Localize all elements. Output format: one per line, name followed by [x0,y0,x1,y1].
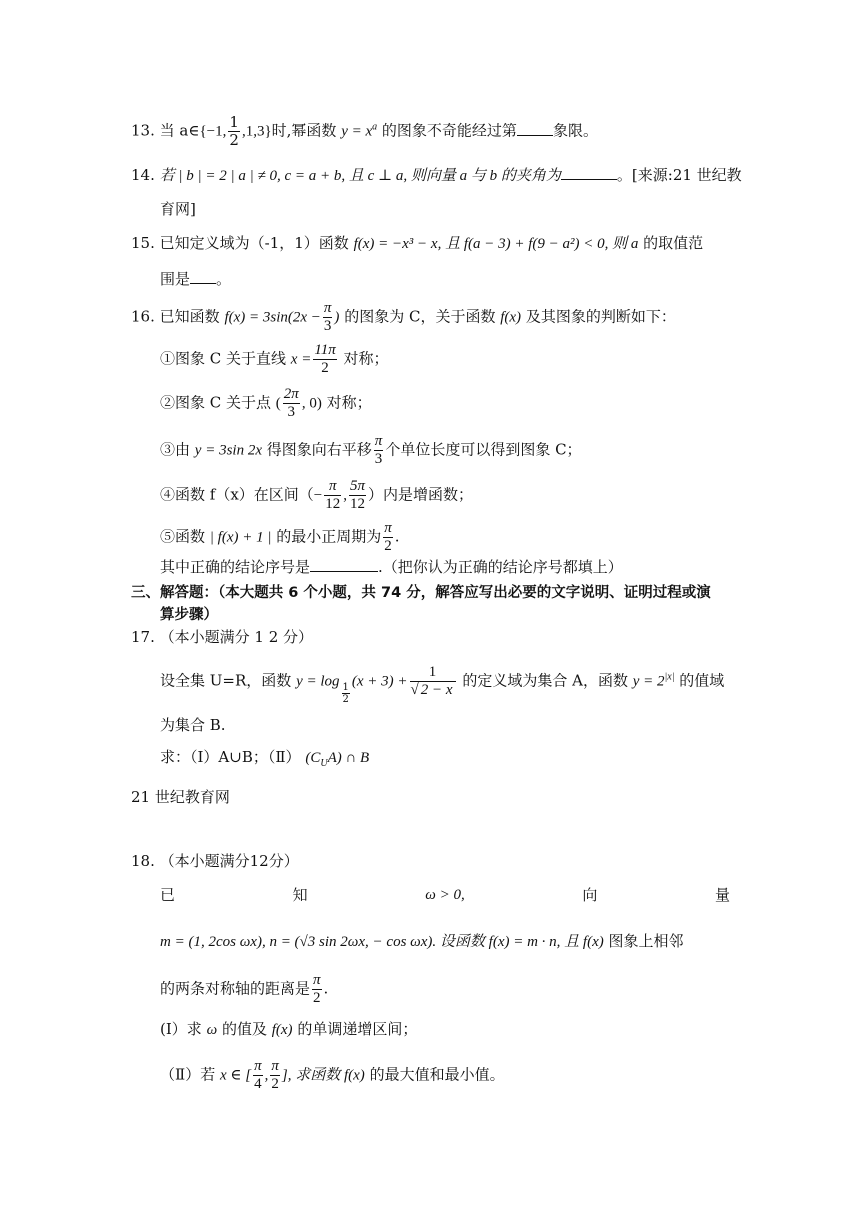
math: f(x) [500,309,522,326]
math: {−1, [199,123,227,140]
fraction: $\frac{\pi}{2}$ [313,972,321,1006]
math: y = x [341,123,373,140]
math: f(x) = −x³ − x, 且 f(a − 3) + f(9 − a²) < 0, 则 a [353,236,639,252]
problem-15 [131,232,703,255]
score: （本小题满分12分） [159,852,299,870]
problem-15-line2 [160,268,231,290]
text: 已知定义域为（-1，1）函数 [159,234,349,252]
math: ,1,3} [241,123,272,140]
problem-16-item-5: ⑤函数 | f(x) + 1 | 的最小正周期为 $\frac{\pi}{2}$ . [160,520,400,554]
problem-18-line1: 已 知 ω > 0, 向 量 [160,886,730,904]
problem-18-line2: m = (1, 2cos ωx), n = (√3 sin 2ωx, − cos ωx). 设函数 f(x) = m · n, 且 f(x) 图象上相邻 [160,932,684,950]
problem-17-line1: 设全集 U=R，函数 y = log $\frac{1}{2}$ (x + 3) + $\frac{1}{√ 2 - x}$ 的定义域为集合 A，函数 $y = 2^{|x|}$ 的值域 [160,664,725,705]
math: f(x) = 3sin(2x − [224,309,321,326]
text: 已知函数 [159,307,220,326]
problem-16-item-3: ③由 y = 3sin 2x 得图象向右平移 $\frac{\pi}{3}$ 个单位长度可以得到图象 C； [160,433,582,467]
problem-17-line2: 为集合 B. [160,716,226,734]
source-note: 21 世纪教育网 [131,788,230,806]
text: 围是 [160,270,191,288]
problem-16-item-2: ②图象 C 关于点 ( $\frac{2\pi}{3}$ , 0) 对称； [160,386,372,420]
math: 若 | b | = 2 | a | ≠ 0, c = a + b, 且 c ⊥ a, 则向量 a 与 b 的夹角为 [159,168,561,184]
text: 及其图象的判断如下： [525,307,676,326]
fraction: $\frac{1}{2}$ [229,113,239,149]
fraction: $\frac{\pi}{4}$ [254,1058,262,1092]
problem-17-header [131,626,313,648]
text: 的图象不奇能经过第 [381,121,517,140]
text: 。[来源:21 世纪教 [616,166,742,184]
problem-number: 17. [131,628,155,646]
fraction: $\frac{\pi}{2}$ [384,520,392,554]
answer-blank [190,269,216,284]
answer-blank [561,165,617,180]
problem-18-header [131,850,299,872]
fraction: $\frac{\pi}{3}$ [374,433,383,467]
fraction: $\frac{2\pi}{3}$ [283,386,299,420]
problem-number: 16. [131,307,155,326]
fraction: $\frac{\pi}{3}$ [323,300,332,334]
problem-14-line2: 育网] [160,200,196,218]
fraction: $\frac{5\pi}{12}$ [350,478,366,512]
text: 象限。 [552,121,598,140]
problem-17-line3: 求：（I）A∪B；（Ⅱ） $(C_UA)$ ∩ B [160,748,370,769]
log-base: $\frac{1}{2}$ [342,681,349,705]
problem-16-item-1: ①图象 C 关于直线 x = $\frac{11\pi}{2}$ 对称； [160,342,389,376]
problem-16-item-4: ④函数 f（x）在区间（− $\frac{\pi}{12}$ , $\frac{5\pi}{12}$ ）内是增函数； [160,478,474,512]
problem-number: 14. [131,166,155,184]
problem-16-conclusion: 其中正确的结论序号是 .（把你认为正确的结论序号都填上） [160,558,623,576]
fraction: $\frac{\pi}{12}$ [325,478,341,512]
problem-14 [131,164,742,187]
fraction: $\frac{1}{√ 2 - x}$ [410,664,456,699]
answer-blank [310,557,378,572]
fraction: $\frac{11\pi}{2}$ [314,342,336,376]
text: 当 a∈ [159,121,200,140]
problem-number: 15. [131,234,155,252]
problem-18-part-1: (I）求 ω 的值及 f(x) 的单调递增区间； [160,1020,418,1038]
section-3-header: 三、解答题：（本大题共 6 个小题，共 74 分，解答应写出必要的文字说明、证明过程或演 [131,585,711,601]
text: 。 [216,270,232,288]
text: 时,幂函数 [271,121,337,140]
problem-18-line3: 的两条对称轴的距离是 $\frac{\pi}{2}$ . [160,972,329,1006]
problem-16 [131,300,676,335]
superscript: a [372,121,378,133]
score: （本小题满分 1 2 分） [159,628,314,646]
problem-number: 13. [131,121,155,140]
problem-18-part-2: （Ⅱ）若 x ∈ [ $\frac{\pi}{4}$ , $\frac{\pi}{2}$ ], 求函数 f(x) 的最大值和最小值。 [160,1058,505,1092]
math: ) [334,309,340,326]
fraction: $\frac{\pi}{2}$ [271,1058,279,1092]
text: 的取值范 [643,234,704,252]
answer-blank [517,121,553,136]
problem-number: 18. [131,852,155,870]
text: 的图象为 C，关于函数 [344,307,496,326]
problem-13 [131,114,598,149]
section-3-header-line2: 算步骤） [160,607,218,623]
